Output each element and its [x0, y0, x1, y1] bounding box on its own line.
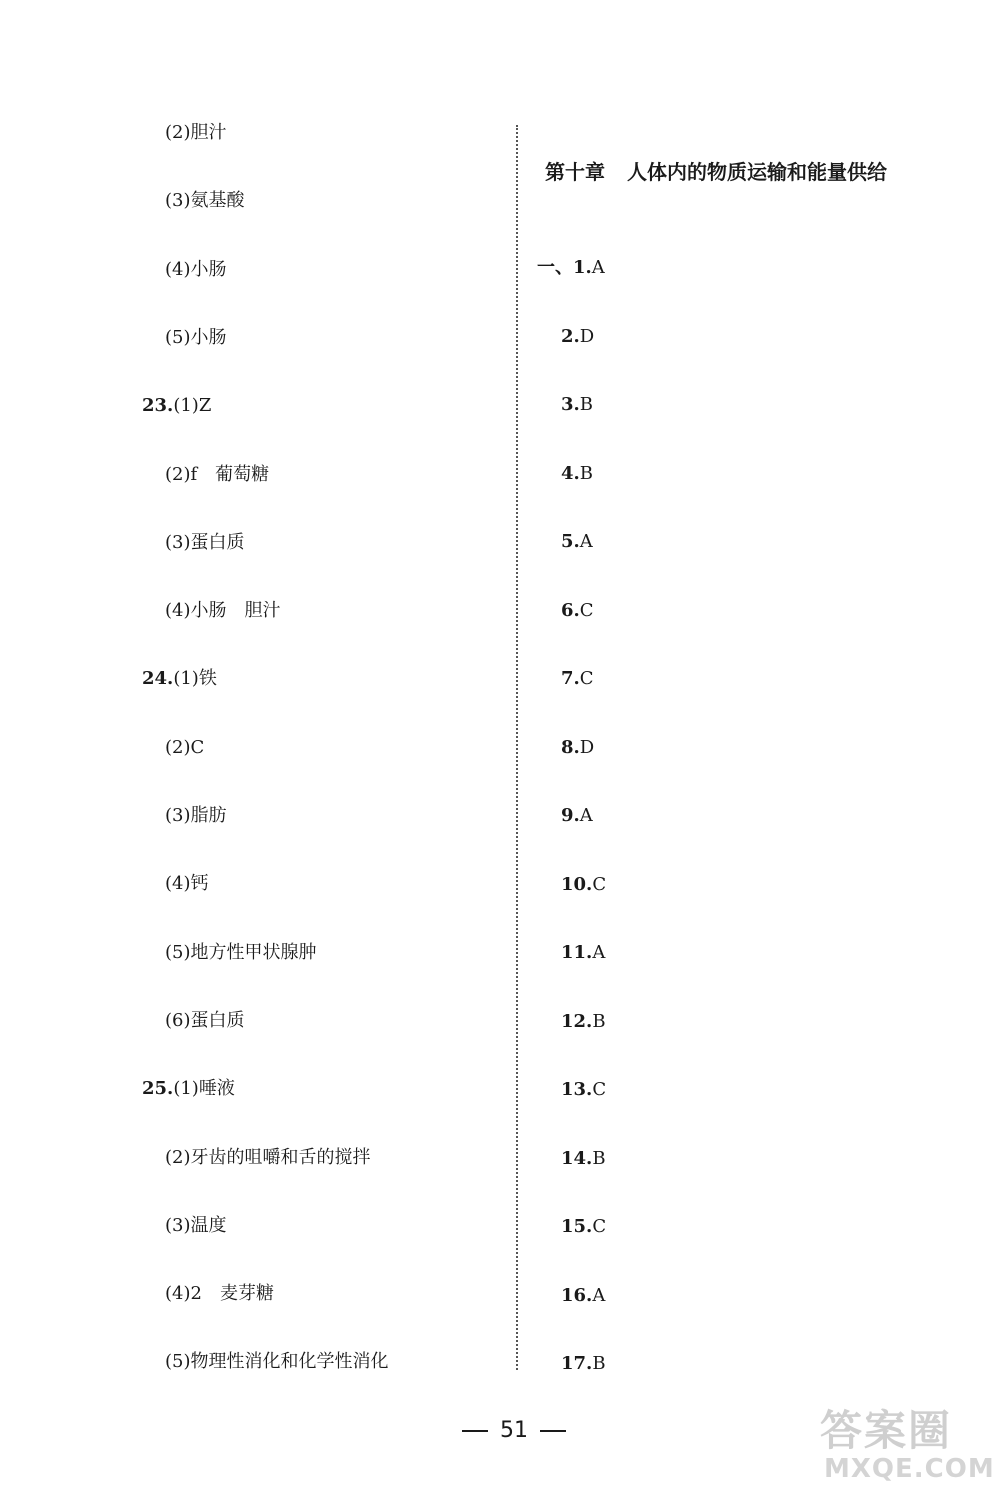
- left-answer-line: [165, 1215, 227, 1237]
- question-number: 2.: [561, 325, 580, 347]
- answer-text: (1)唾液: [173, 1078, 235, 1100]
- answer-choice: C: [579, 599, 594, 621]
- answer-text: (2)C: [165, 736, 205, 758]
- chapter-heading: [545, 156, 887, 185]
- left-answer-line: [165, 464, 269, 486]
- mc-answer-line: [561, 805, 593, 827]
- mc-answer-line: [561, 394, 593, 416]
- question-number: 7.: [561, 668, 580, 689]
- mc-answer-line: [561, 1148, 606, 1170]
- column-divider: [516, 125, 518, 1370]
- chapter-title: 人体内的物质运输和能量供给: [627, 160, 887, 184]
- question-number: 16.: [561, 1284, 593, 1306]
- mc-answer-line: [561, 463, 593, 485]
- answer-choice: A: [579, 531, 593, 552]
- answer-text: (4)小肠: [165, 258, 227, 280]
- question-number: 14.: [561, 1147, 593, 1169]
- left-answer-line: [165, 122, 227, 144]
- mc-answer-line: [561, 874, 606, 896]
- mc-answer-line: [561, 1216, 606, 1238]
- left-answer-line: [165, 259, 227, 281]
- answer-text: (5)地方性甲状腺肿: [165, 941, 317, 963]
- watermark-logo: 答案圈: [820, 1406, 953, 1455]
- answer-choice: B: [592, 1353, 606, 1374]
- answer-text: (2)胆汁: [165, 122, 227, 143]
- answer-text: (1)铁: [173, 668, 217, 690]
- left-answer-line: [165, 532, 245, 554]
- left-answer-line: [165, 190, 245, 212]
- mc-answer-line: [561, 1011, 606, 1033]
- answer-choice: C: [592, 1216, 607, 1237]
- question-number: 13.: [561, 1079, 593, 1100]
- answer-text: (1)Z: [173, 395, 212, 417]
- question-number: 10.: [561, 873, 593, 895]
- answer-text: (5)物理性消化和化学性消化: [165, 1351, 389, 1373]
- left-answer-line: [142, 1078, 235, 1100]
- answer-choice: C: [592, 873, 607, 895]
- page-number: [462, 1418, 566, 1443]
- answer-text: (3)温度: [165, 1214, 227, 1236]
- mc-answer-line: [561, 668, 594, 690]
- left-answer-line: [165, 327, 227, 349]
- answer-text: (2)f 葡萄糖: [165, 463, 270, 485]
- question-number: 9.: [561, 805, 580, 826]
- answer-text: (3)氨基酸: [165, 190, 245, 212]
- answer-choice: A: [579, 805, 593, 826]
- answer-choice: C: [592, 1079, 607, 1100]
- mc-answer-line: [561, 1285, 605, 1307]
- left-answer-line: [165, 1147, 371, 1169]
- watermark-url: MXQE.COM: [824, 1454, 995, 1484]
- answer-choice: B: [592, 1010, 606, 1032]
- left-answer-line: [165, 873, 209, 895]
- answer-choice: A: [592, 1284, 606, 1306]
- question-number: 8.: [561, 736, 580, 758]
- page-number-dash-left: [462, 1430, 488, 1432]
- answer-text: (3)蛋白质: [165, 531, 245, 553]
- answer-choice: A: [592, 942, 606, 963]
- question-number: 25.: [142, 1078, 174, 1100]
- answer-text: (4)钙: [165, 873, 209, 895]
- answer-choice: B: [579, 462, 594, 484]
- mc-answer-line: [561, 737, 594, 759]
- answer-text: (3)脂肪: [165, 805, 227, 826]
- left-answer-line: [165, 600, 281, 622]
- question-number: 12.: [561, 1010, 593, 1032]
- question-number: 6.: [561, 599, 580, 621]
- question-number: 4.: [561, 462, 580, 484]
- question-number: 11.: [561, 942, 593, 963]
- answer-text: (4)小肠 胆汁: [165, 600, 281, 622]
- answer-choice: A: [591, 257, 605, 278]
- question-number: 24.: [142, 668, 174, 690]
- mc-answer-line: [561, 942, 605, 964]
- question-number: 3.: [561, 394, 580, 415]
- answer-choice: B: [579, 394, 594, 415]
- left-answer-line: [165, 1351, 389, 1373]
- mc-answer-line: [561, 1353, 606, 1375]
- left-answer-line: [165, 942, 317, 964]
- mc-answer-line: [561, 600, 594, 622]
- answer-choice: D: [579, 325, 595, 347]
- answer-choice: B: [592, 1147, 606, 1169]
- question-number: 15.: [561, 1216, 593, 1237]
- section-prefix: 一、: [537, 257, 573, 278]
- chapter-label: 第十章: [545, 160, 605, 184]
- question-number: 1.: [573, 257, 592, 278]
- answer-text: (5)小肠: [165, 326, 227, 348]
- answer-text: (2)牙齿的咀嚼和舌的搅拌: [165, 1146, 371, 1168]
- mc-answer-line: [561, 531, 593, 553]
- left-answer-line: [165, 1010, 245, 1032]
- mc-answer-line: [537, 257, 605, 279]
- left-answer-line: [165, 1283, 274, 1305]
- left-answer-line: [142, 395, 211, 417]
- question-number: 5.: [561, 531, 580, 552]
- mc-answer-line: [561, 1079, 606, 1101]
- answer-choice: D: [579, 736, 595, 758]
- page-number-dash-right: [540, 1430, 566, 1432]
- left-answer-line: [165, 737, 204, 759]
- question-number: 23.: [142, 395, 174, 417]
- answer-text: (6)蛋白质: [165, 1009, 245, 1031]
- watermark: [820, 1398, 998, 1490]
- answer-choice: C: [579, 668, 594, 689]
- left-answer-line: [165, 805, 227, 827]
- page-number-value: 51: [500, 1418, 528, 1443]
- mc-answer-line: [561, 326, 594, 348]
- answer-text: (4)2 麦芽糖: [165, 1283, 274, 1305]
- question-number: 17.: [561, 1353, 593, 1374]
- left-answer-line: [142, 668, 217, 690]
